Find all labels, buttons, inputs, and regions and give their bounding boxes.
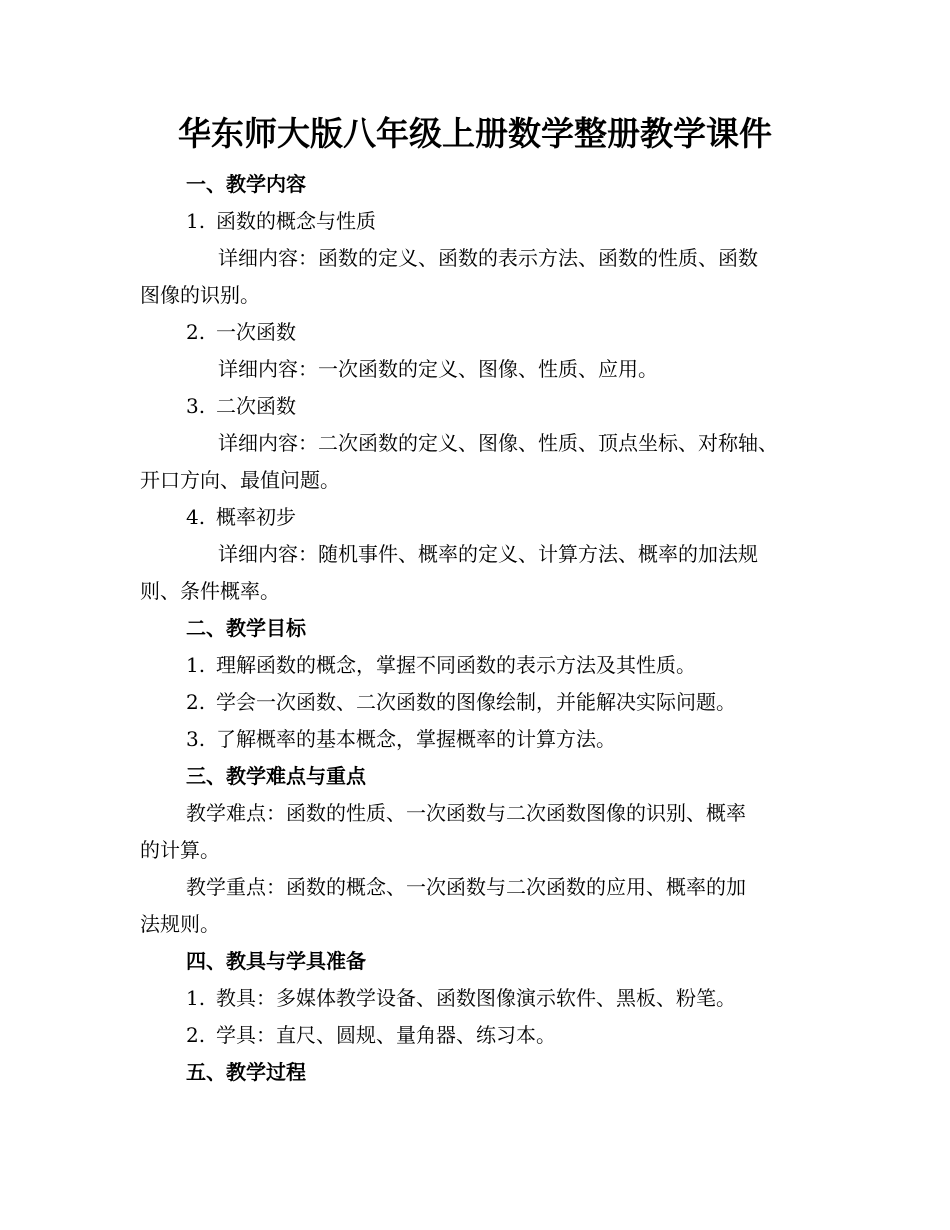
section-heading-goals: 二、教学目标: [186, 616, 306, 640]
key-points-paragraph-continued: 法规则。: [140, 912, 220, 936]
difficulty-paragraph-continued: 的计算。: [140, 838, 220, 862]
list-item: [140, 647, 820, 684]
section-heading-process: 五、教学过程: [186, 1060, 306, 1084]
item-label: 二次函数: [216, 394, 296, 418]
item-number: 2.: [186, 690, 206, 714]
section-heading-tools: 四、教具与学具准备: [186, 949, 366, 973]
list-item: [140, 1017, 820, 1054]
list-item: [140, 499, 820, 536]
item-number: 1.: [186, 209, 206, 233]
item-number: 2.: [186, 1023, 206, 1047]
item-detail: 详细内容：函数的定义、函数的表示方法、函数的性质、函数: [218, 246, 758, 270]
item-label: 一次函数: [216, 320, 296, 344]
section-heading-difficulties: 三、教学难点与重点: [186, 764, 366, 788]
list-item: [140, 203, 820, 240]
list-item: [140, 980, 820, 1017]
item-detail: 详细内容：二次函数的定义、图像、性质、顶点坐标、对称轴、: [218, 431, 778, 455]
item-number: 1.: [186, 986, 206, 1010]
key-points-paragraph: 教学重点：函数的概念、一次函数与二次函数的应用、概率的加: [186, 875, 746, 899]
item-number: 3.: [186, 727, 206, 751]
item-number: 4.: [186, 505, 206, 529]
item-detail-continued: 图像的识别。: [140, 283, 260, 307]
item-detail: 详细内容：随机事件、概率的定义、计算方法、概率的加法规: [218, 542, 758, 566]
item-number: 1.: [186, 653, 206, 677]
item-label: 概率初步: [216, 505, 296, 529]
item-text: 学会一次函数、二次函数的图像绘制，并能解决实际问题。: [216, 690, 736, 714]
list-item: [140, 684, 820, 721]
list-item: [140, 314, 820, 351]
item-number: 3.: [186, 394, 206, 418]
item-detail-continued: 开口方向、最值问题。: [140, 468, 340, 492]
item-detail: 详细内容：一次函数的定义、图像、性质、应用。: [218, 357, 658, 381]
list-item: [140, 721, 820, 758]
item-detail-continued: 则、条件概率。: [140, 579, 280, 603]
difficulty-paragraph: 教学难点：函数的性质、一次函数与二次函数图像的识别、概率: [186, 801, 746, 825]
item-text: 理解函数的概念，掌握不同函数的表示方法及其性质。: [216, 653, 696, 677]
item-text: 了解概率的基本概念，掌握概率的计算方法。: [216, 727, 616, 751]
list-item: [140, 388, 820, 425]
section-heading-content: 一、教学内容: [186, 172, 306, 196]
item-label: 函数的概念与性质: [216, 209, 376, 233]
item-text: 学具：直尺、圆规、量角器、练习本。: [216, 1023, 556, 1047]
item-text: 教具：多媒体教学设备、函数图像演示软件、黑板、粉笔。: [216, 986, 736, 1010]
document-title: 华东师大版八年级上册数学整册教学课件: [178, 114, 772, 153]
item-number: 2.: [186, 320, 206, 344]
document-body: [140, 166, 820, 1091]
